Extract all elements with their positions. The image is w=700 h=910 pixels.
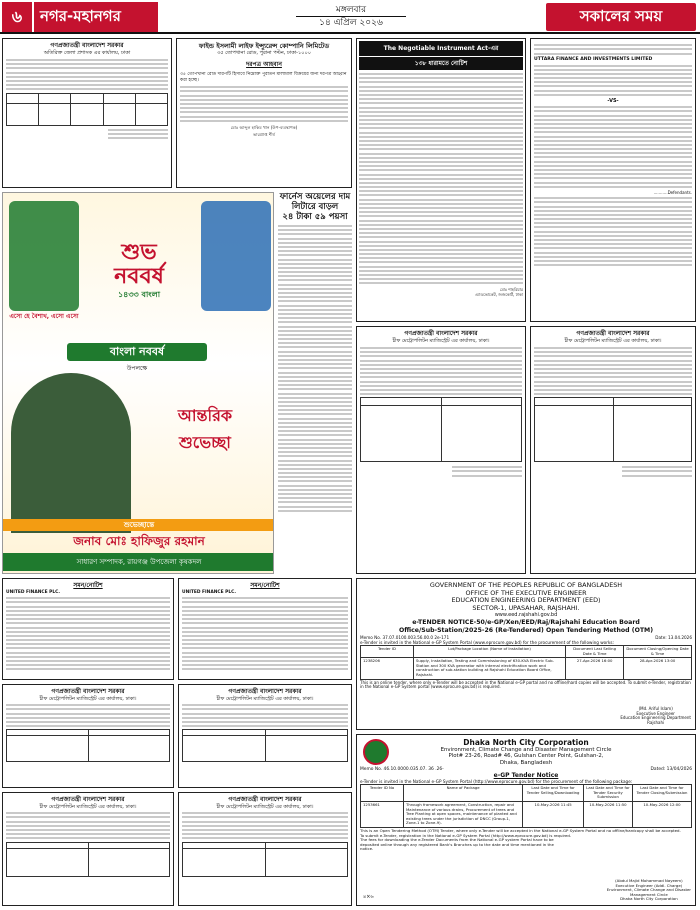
greeter-role: সাধারণ সম্পাদক, রায়গঞ্জ উপজেলা কৃষকদল [3,553,274,571]
ad-subtitle: চীফ মেট্রোপলিটন ম্যাজিস্ট্রেট এর কার্যালয়, ঢাকা। [39,696,137,702]
ad-subtitle: চীফ মেট্রোপলিটন ম্যাজিস্ট্রেট এর কার্যালয়, ঢাকা। [216,696,314,702]
memo-date: Date: 13.04.2026 [655,635,692,640]
notice-subtitle: ১৩৮ ধারামতে নোটিশ [359,56,523,70]
shubho-text: শুভ [121,240,157,265]
gov-name: GOVERNMENT OF THE PEOPLES REPUBLIC OF BANGLADESH [429,581,623,589]
memo-number: Memo No. 37.07.0100.003.56.00.0 2e-171 [360,635,450,640]
company-name: UNITED FINANCE PLC. [6,590,61,595]
signer-name: (Abdul Majid Mohammad Nayeem) [615,878,683,884]
website-link[interactable]: www.eed.rajshahi.gov.bd [494,612,558,618]
sector-name: SECTOR-1, UPASAHAR, RAJSHAHI. [472,603,580,612]
dept-name: EDUCATION ENGINEERING DEPARTMENT (EED) [451,596,601,604]
tender-body: ৩৫ তোপখানা রোড দারপটি হিসাবে নিম্নোক্ত পুরাতন মালামাল বিক্রয়ের জন্য দরপত্র আহ্বান করা হচ্ছে। [180,72,347,83]
ad-court-notice-2 [530,326,696,574]
table-cell: 1238206 [361,658,414,679]
col-header: Lot/Package Location (Name of Installation) [413,646,565,658]
org-city: Dhaka, Bangladesh [499,759,553,766]
intro-text: e-Tender is invited in the National e-GP System Portal (www.eprocure.gov.bd) for the procurement of the following works: [360,640,614,645]
ad-table [182,729,348,762]
col-header: Document Closing/Opening Date & Time [624,646,692,658]
ad-subtitle: চীফ মেট্রোপলিটন ম্যাজিস্ট্রেট এর কার্যালয়, ঢাকা। [392,338,490,344]
shubho-noboborsho-title [79,241,199,331]
org-name: Dhaka North City Corporation [463,738,589,747]
ad-subtitle: চীফ মেট্রোপলিটন ম্যাজিস্ট্রেট এর কার্যালয়, ঢাকা। [39,804,137,810]
col-header: Document Last Selling Date & Time [566,646,624,658]
table-row [361,802,692,828]
signature-block [620,707,691,726]
intro-text: e-Tender is invited in the National e-GP System Portal (http://www.eprocure.gov.bd) for the procurement of the following package: [360,779,633,785]
table-row [361,658,692,679]
greeter-name: জনাব মোঃ হাফিজুর রহমান [73,534,205,548]
dateline [296,4,406,29]
company-name: UTTARA FINANCE AND INVESTMENTS LIMITED [534,56,653,62]
ad-title: গণপ্রজাতন্ত্রী বাংলাদেশ সরকার [51,688,125,695]
ad-dncc-tender [356,734,696,906]
tender-table [360,645,692,680]
signature-block [607,879,691,902]
footer-text-3: The fees for downloading the e-Tender Documents from the National e-GP system Portal have to be deposited online through any registered Bank's Branches up to the date and time mentioned in the notice. [360,837,554,852]
ad-subtitle: চীফ মেট্রোপলিটন ম্যাজিস্ট্রেট এর কার্যালয়, ঢাকা। [216,804,314,810]
portrait [11,373,131,533]
table-cell: 1253661 [361,802,404,828]
date: ১৪ এপ্রিল ২০২৬ [296,16,406,29]
table-cell: 28-Apr-2026 13:00 [624,658,692,679]
newspaper-logo: সকালের সময় [546,3,696,31]
memo-number: Memo No. 46.10.0000.035.07. 36 .26- [360,767,444,773]
leader-photo-2 [201,201,271,311]
table-cell: 10-May-2026 11:50 [584,802,633,828]
ad-table [6,842,170,877]
ad-size-tag: ৪×৬ [363,894,374,900]
signer-org: Dhaka North City Corporation [620,896,678,902]
greeting-block [143,403,267,457]
ad-subtitle: অতিরিক্ত জেলা প্রশাসক এর কার্যালয়, ঢাকা [43,50,131,56]
table-cell: 10-May-2026 11:45 [523,802,584,828]
signer-role: এ্যাডভোকেট, জজকোর্ট, ঢাকা [474,291,523,297]
signer-role: Executive Engineer [636,710,675,716]
ad-subtitle: চীফ মেট্রোপলিটন ম্যাজিস্ট্রেট এর কার্যালয়, ঢাকা। [564,338,662,344]
col-header: Last Date and Time for Tender Security Submission [584,785,633,802]
notice-title-2: Office/Sub-Station/2025-26 (Re-Tendered) Open Tendering Method (OTM) [398,626,654,634]
table-cell: 10-May-2026 12:00 [632,802,691,828]
ad-title: গণপ্রজাতন্ত্রী বাংলাদেশ সরকার [50,42,124,49]
ad-table [360,397,522,462]
col-header: Tender ID No [361,785,404,802]
ad-title: গণপ্রজাতন্ত্রী বাংলাদেশ সরকার [228,796,302,803]
banner-subtitle: বাংলা নববর্ষ [67,343,207,361]
memo-date: Dated: 13/04/2026 [650,767,692,773]
signer-dept-2: Management Circle [629,891,668,897]
company-name: UNITED FINANCE PLC. [182,590,237,595]
dncc-logo-icon [363,739,389,765]
ad-table [6,729,170,762]
table-cell: Through framework agreement, Construction, repair and Maintenance of various drains, Procurement of trees and Tree Planting at open spaces, maintenance of planted and existing trees under the jurisdiction of DNCC (Group-1, Zone-1 to Zone-9). [404,802,523,828]
notice-title: e-TENDER NOTICE-50/e-GP/Xen/EED/Raj/Rajshahi Education Board [412,619,640,626]
summons-title: সমন/নোটিশ [73,582,103,589]
table-cell: Supply, Installation, Testing and Commissioning of 630-KVA Electric Sub-Station and 300 KVA generator with internal electrification work and construction of sub-station building at Rajshahi Education Board Office, Rajshahi. [413,658,565,679]
org-address: Plot# 23-26, Road# 46, Gulshan Center Point, Gulshan-2, [448,753,604,760]
greeting-line-2: শুভেচ্ছা [179,433,231,452]
company-name: ফাইন্ড ইসলামী লাইফ ইন্স্যুরেন্স কোম্পানি লিমিটেড [198,42,330,50]
office-name: OFFICE OF THE EXECUTIVE ENGINEER [465,588,587,597]
contact-name: মোঃ আব্দুল হাকিম খান (উপ-ব্যবস্থাপক) [230,124,298,130]
page-number: ৬ [2,2,32,32]
ad-legal-notice [356,38,526,322]
ad-table [6,93,168,126]
day: মঙ্গলবার [335,5,367,15]
ad-gov-notice-1 [2,38,172,188]
tender-table [360,784,692,828]
ad-table [534,397,692,462]
summons-title: সমন/নোটিশ [250,582,280,589]
tender-heading: দরপত্র আহবান [246,61,282,68]
signer-dept: Environment, Climate Change and Disaster [606,887,691,893]
col-header: Name of Package [404,785,523,802]
news-subheadline: ২৪ টাকা ৫৯ পয়সা [282,212,348,222]
ad-court-notice-6 [178,792,352,906]
ad-summons-1 [2,578,174,680]
upolokkhe-text: উপলক্ষে [126,365,148,372]
ad-new-year-greeting [2,192,274,574]
notice-title: The Negotiable Instrument Act-এর [359,41,523,56]
contact-role: ভারপ্রাপ্ত শীর্ষ [253,131,275,137]
vs-label: -VS- [607,98,619,105]
company-address: ৩৫ তোপখানা রোড, পুরানা পল্টন, ঢাকা-১০০০ [217,50,311,56]
signer-role: Executive Engineer (Addl. Charge) [615,882,683,888]
signer-name: মোঃ শাহরিয়ার [499,286,523,292]
ad-court-notice-1 [356,326,526,574]
table-cell: 27-Apr-2026 16:00 [566,658,624,679]
noboborsho-text: নববর্ষ [114,264,164,289]
signer-org: Education Engineering Department [620,715,691,721]
defendants-label: ...........Defendants. [653,189,692,195]
ad-title: গণপ্রজাতন্ত্রী বাংলাদেশ সরকার [576,330,650,337]
ad-title: গণপ্রজাতন্ত্রী বাংলাদেশ সরকার [228,688,302,695]
col-header: Tender ID [361,646,414,658]
signer-location: Rajshahi [647,720,665,726]
section-title: নগর-মহানগর [34,2,158,32]
ad-court-notice-5 [2,792,174,906]
footer-text-1: This is an Open Tendering Method (OTM) Tender, where only e-Tender will be accepted in the National e-GP System Portal and no offline/hardcopy shall be accepted. [360,827,681,833]
circle-name: Environment, Climate Change and Disaster Management Circle [440,747,612,753]
side-text: এসো হে বৈশাখ, এসো এসো [9,313,79,320]
ad-eed-tender [356,578,696,730]
ad-finance-notice [530,38,696,322]
masthead [0,0,700,34]
ad-title: গণপ্রজাতন্ত্রী বাংলাদেশ সরকার [404,330,478,337]
col-header: Last Date and Time for Tender Closing/Submission [632,785,691,802]
notice-title: e-GP Tender Notice [493,772,559,780]
footer-text: This is an online tender, where only e-Tender will be accepted in the National e-GP portal and no offline/hard copies will be accepted. To submit e-Tender, registration in the National e-GP System portal (www.eprocure.gov.bd) is required. [360,679,691,690]
ad-table [182,842,348,877]
news-headline: ফার্নেস অয়েলের দাম লিটারে বাড়ল [279,192,351,212]
year-text: ১৪৩৩ বাংলা [117,290,161,299]
leader-photo-row [81,203,199,243]
signer-name: (Md. Ariful Islam) [638,705,673,711]
col-header: Last Date and Time for Tender Selling/Downloading [523,785,584,802]
ad-summons-2 [178,578,352,680]
from-text: শুভেচ্ছান্তে [3,519,274,531]
ad-title: গণপ্রজাতন্ত্রী বাংলাদেশ সরকার [51,796,125,803]
greeting-line-1: আন্তরিক [177,406,233,425]
footer-text-2: To submit e-Tender, registration in the National e-GP System Portal (http://www.eprocure.gov.bd) is required. [360,832,572,838]
ad-court-notice-3 [2,684,174,788]
ad-court-notice-4 [178,684,352,788]
leader-photo-1 [9,201,79,311]
ad-insurance-tender [176,38,352,188]
news-furnace-oil [278,192,352,574]
